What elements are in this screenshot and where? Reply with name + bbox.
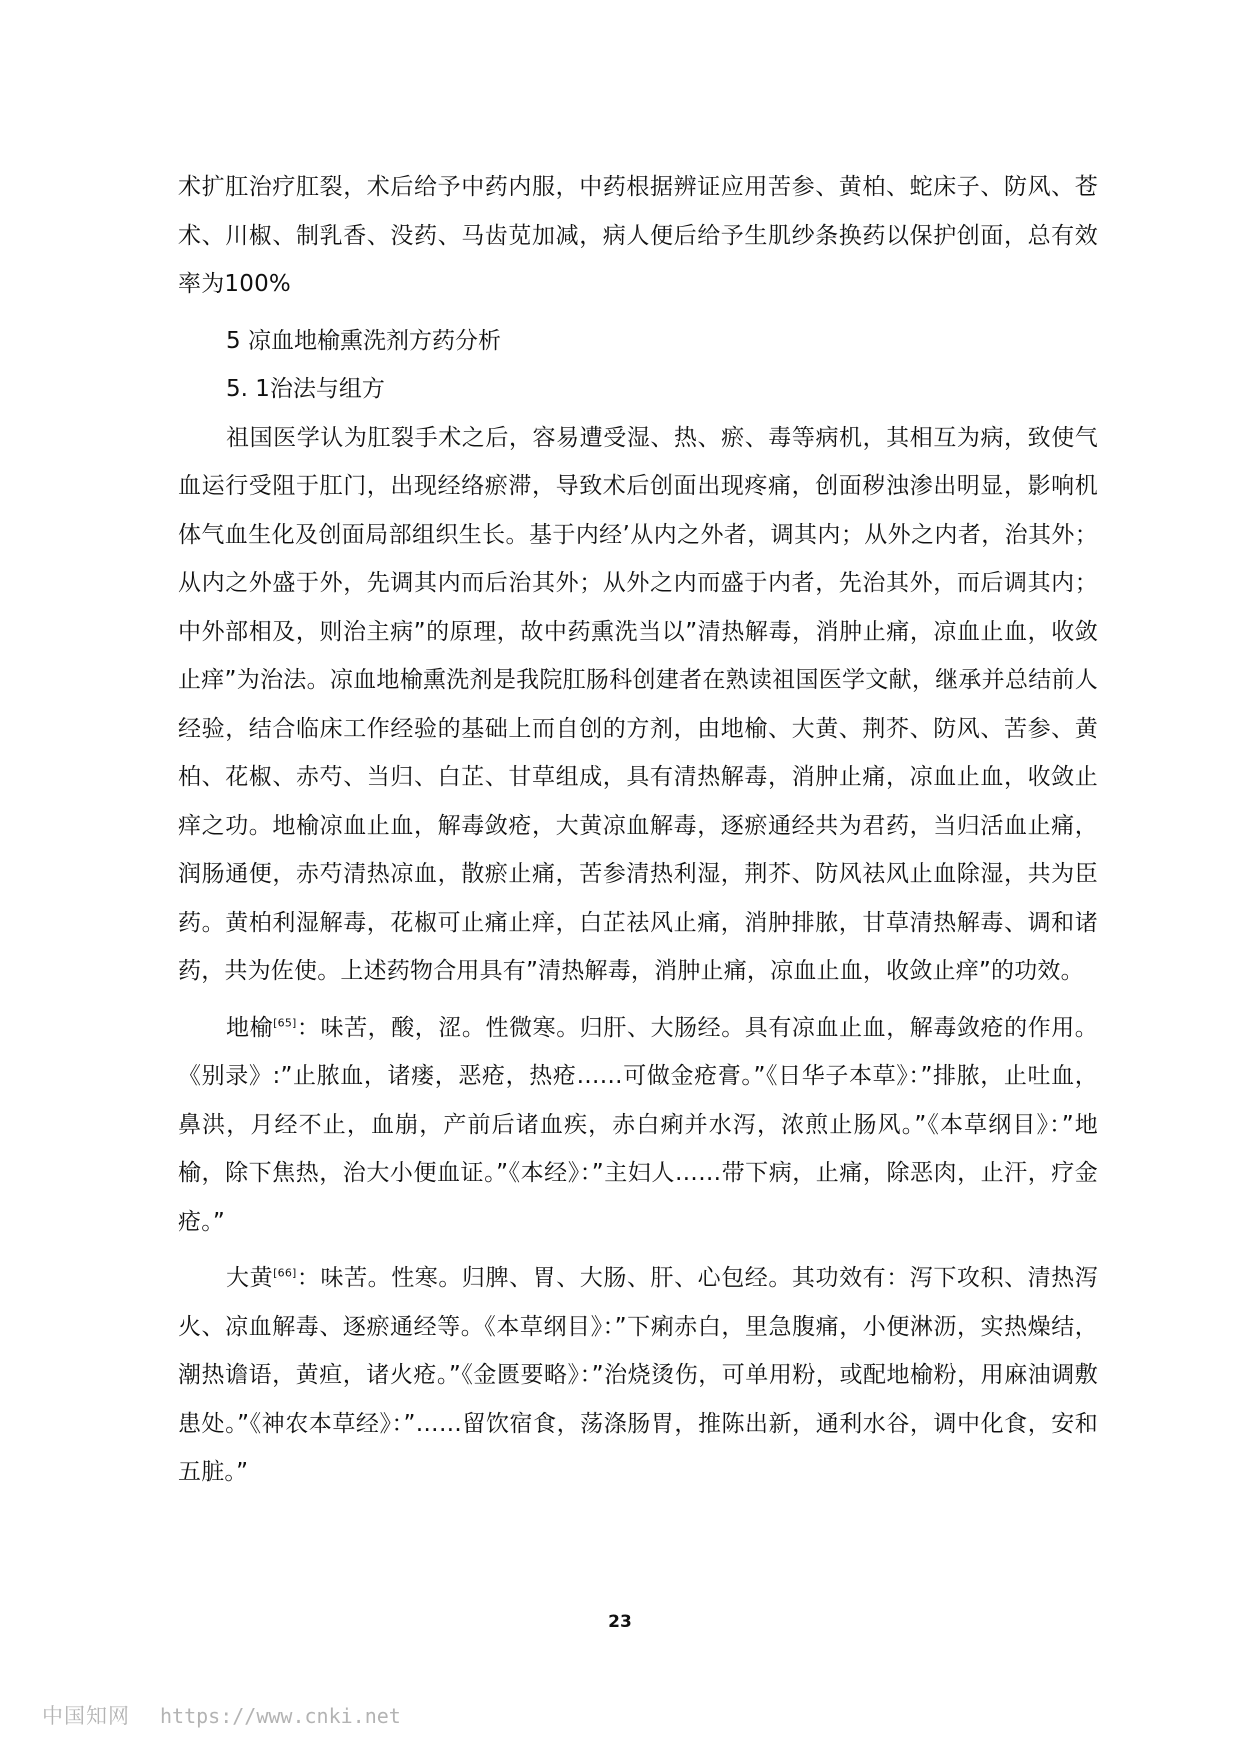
herb-description: ：味苦。性寒。归脾、胃、大肠、肝、心包经。其功效有：泻下攻积、清热泻火、凉血解毒、逐瘀通经等。《本草纲目》：”下痢赤白，里急腹痛，小便淋沥，实热燥结，潮热谵语，黄疸，诸火疮。”《金匮要略》：”治烧烫伤，可单用粉，或配地榆粉，用麻油调敷患处。”《神农本草经》：”……留饮宿食，荡涤肠胃，推陈出新，通利水谷，调中化食，安和五脏。” — [178, 1265, 1098, 1485]
herb-term: 地榆 — [226, 1014, 274, 1041]
subsection-heading: 5. 1治法与组方 — [226, 376, 385, 402]
paragraph-diyu — [178, 1004, 1098, 1247]
paragraph-treatment-principle: 祖国医学认为肛裂手术之后，容易遭受湿、热、瘀、毒等病机，其相互为病，致使气血运行受阻于肛门，出现经络瘀滞，导致术后创面出现疼痛，创面秽浊渗出明显，影响机体气血生化及创面局部组织生长。基于内经’从内之外者，调其内；从外之内者，治其外；从内之外盛于外，先调其内而后治其外；从外之内而盛于内者，先治其外，而后调其内；中外部相及，则治主病”的原理，故中药熏洗当以”清热解毒，消肿止痛，凉血止血，收敛止痒”为治法。凉血地榆熏洗剂是我院肛肠科创建者在熟读祖国医学文献，继承并总结前人经验，结合临床工作经验的基础上而自创的方剂，由地榆、大黄、荆芥、防风、苦参、黄柏、花椒、赤芍、当归、白芷、甘草组成，具有清热解毒，消肿止痛，凉血止血，收敛止痒之功。地榆凉血止血，解毒敛疮，大黄凉血解毒，逐瘀通经共为君药，当归活血止痛，润肠通便，赤芍清热凉血，散瘀止痛，苦参清热利湿，荆芥、防风祛风止血除湿，共为臣药。黄柏利湿解毒，花椒可止痛止痒，白芷祛风止痛，消肿排脓，甘草清热解毒、调和诸药，共为佐使。上述药物合用具有”清热解毒，消肿止痛，凉血止血，收敛止痒”的功效。 — [178, 424, 1098, 984]
herb-description: ：味苦，酸，涩。性微寒。归肝、大肠经。具有凉血止血，解毒敛疮的作用。《别录》:”止脓血，诸瘘，恶疮，热疮……可做金疮膏。”《日华子本草》：”排脓，止吐血，鼻洪，月经不止，血崩，产前后诸血疾，赤白痢并水泻，浓煎止肠风。”《本草纲目》：”地榆，除下焦热，治大小便血证。”《本经》：”主妇人……带下病，止痛，除恶肉，止汗，疗金疮。” — [178, 1014, 1098, 1235]
cnki-watermark — [42, 1700, 401, 1730]
section-heading: 5 凉血地榆熏洗剂方药分析 — [226, 327, 501, 354]
page-body — [178, 163, 1098, 1497]
paragraph-continued: 术扩肛治疗肛裂，术后给予中药内服，中药根据辨证应用苦参、黄柏、蛇床子、防风、苍术、川椒、制乳香、没药、马齿苋加减，病人便后给予生肌纱条换药以保护创面，总有效率为100% — [178, 174, 1098, 297]
citation-ref[interactable]: [66] — [273, 1266, 297, 1280]
citation-ref[interactable]: [65] — [273, 1015, 297, 1029]
herb-term: 大黄 — [226, 1265, 274, 1291]
watermark-url[interactable]: https://www.cnki.net — [160, 1704, 401, 1728]
paragraph-dahuang — [178, 1254, 1098, 1497]
watermark-logo: 中国知网 — [42, 1704, 130, 1728]
page-number: 23 — [608, 1612, 632, 1632]
